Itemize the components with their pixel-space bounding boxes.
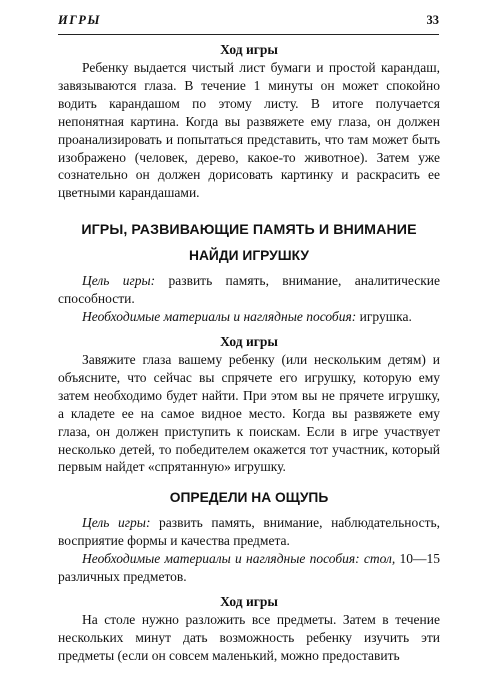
running-header: [58, 12, 439, 35]
game1-heading: Ход игры: [220, 333, 278, 349]
block1-heading: Ход игры: [220, 42, 278, 57]
game2-heading: Ход игры: [220, 593, 278, 609]
game2-paragraph: На столе нужно разложить все предметы. Затем в течение нескольких минут дать возможность ребенку изучить эти предметы (если он совсем маленький, можно предоставить: [58, 611, 440, 663]
game2-materials-label: Необходимые материалы и наглядные пособия: стол,: [82, 551, 396, 567]
game1-paragraph: Завяжите глаза вашему ребенку (или нескольким детям) и объясните, что сейчас вы спрячете его игрушку, которую ему затем необходимо будет найти. При этом вы не прячете игрушку, а кладете ее на самое видное место. Когда вы развяжете ему глаза, он должен приступить к поискам. Если в игре участвует несколько детей, то победителем окажется тот участник, который первым найдет «спрятанную» игрушку.: [58, 351, 440, 475]
game1-materials-text: игрушка.: [356, 309, 412, 325]
game1-goal-label: Цель игры:: [82, 273, 156, 289]
game2-title: ОПРЕДЕЛИ НА ОЩУПЬ: [169, 490, 329, 506]
section-title: ИГРЫ, РАЗВИВАЮЩИЕ ПАМЯТЬ И ВНИМАНИЕ: [81, 222, 417, 239]
game2-materials: [58, 550, 440, 586]
game1-goal: [58, 272, 440, 308]
game2-goal-text: развить память, внимание, наблюдательность, восприятие формы и качества предмета.: [58, 515, 440, 549]
running-title: ИГРЫ: [58, 13, 102, 27]
game1-goal-text: развить память, внимание, аналитические способности.: [58, 273, 440, 307]
game2-goal: [58, 514, 440, 550]
game2-goal-label: Цель игры:: [82, 515, 151, 531]
game2-materials-text: 10—15 различных предметов.: [58, 551, 441, 585]
game1-materials-label: Необходимые материалы и наглядные пособия:: [82, 309, 357, 325]
page-body: [58, 40, 440, 665]
block1-paragraph: Ребенку выдается чистый лист бумаги и простой карандаш, завязываются глаза. В течение 1 минуты он может спокойно водить карандашом по этому листу. В итоге получается непонятная картина. Когда вы развяжете ему глаза, он должен проанализировать и попытаться представить, что там может быть изображено (человек, дерево, какое-то животное). Затем уже сознательно он должен дорисовать картинку и раскрасить ее цветными карандашами.: [58, 60, 440, 201]
game1-materials: [58, 308, 440, 326]
page-number: 33: [426, 13, 439, 27]
game1-title: НАЙДИ ИГРУШКУ: [189, 248, 309, 264]
